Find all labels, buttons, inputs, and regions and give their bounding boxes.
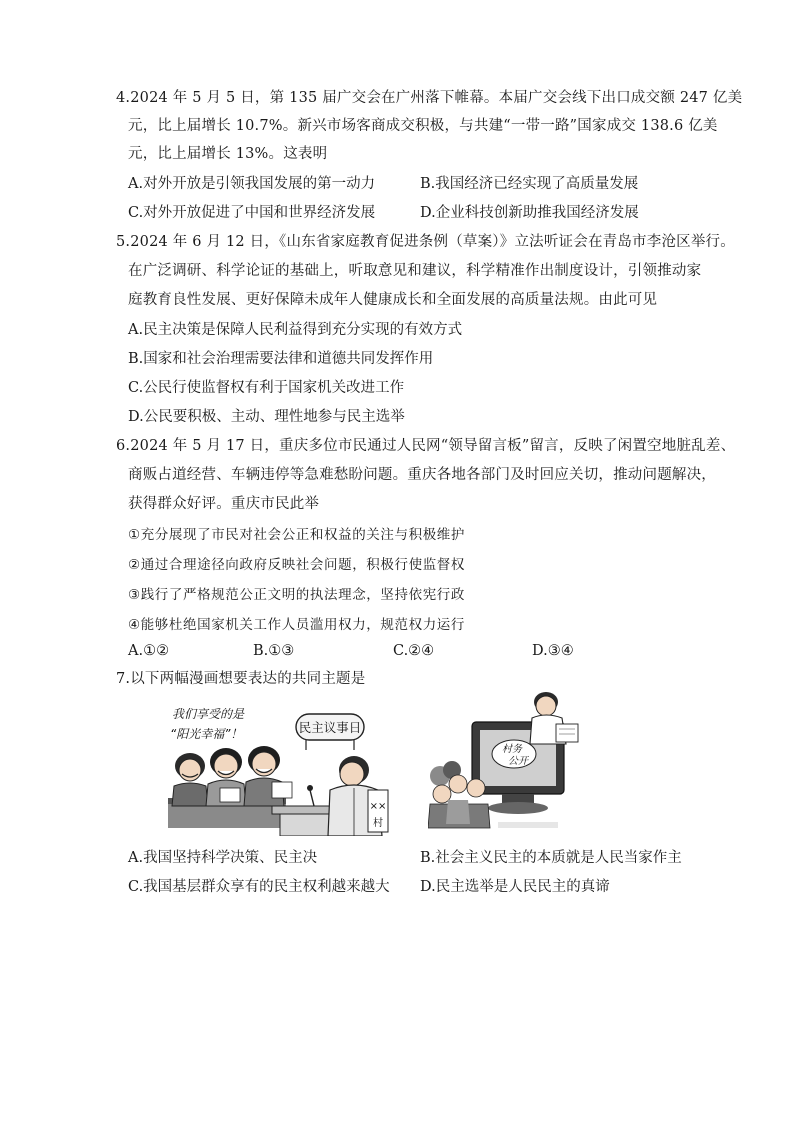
q6-option-d[interactable]: D.③④ — [532, 643, 574, 659]
board-line-1: 村务 — [502, 744, 522, 755]
cartoon-democracy-day — [160, 694, 392, 836]
q6-statement-1: ①充分展现了市民对社会公正和权益的关注与积极维护 — [128, 527, 466, 543]
q6-stem-line-3: 获得群众好评。重庆市民此举 — [128, 496, 320, 512]
q6-stem-line-1: 6.2024 年 5 月 17 日，重庆多位市民通过人民网“领导留言板”留言，反映了闲置空地脏乱差、 — [116, 438, 736, 454]
q4-option-d[interactable]: D.企业科技创新助推我国经济发展 — [420, 205, 639, 221]
q5-stem-line-2: 在广泛调研、科学论证的基础上，听取意见和建议，科学精准作出制度设计，引领推动家 — [128, 263, 702, 279]
q7-option-b[interactable]: B.社会主义民主的本质就是人民当家作主 — [420, 850, 682, 866]
q5-stem-line-3: 庭教育良性发展、更好保障未成年人健康成长和全面发展的高质量法规。由此可见 — [128, 292, 658, 308]
q6-statement-3: ③践行了严格规范公正文明的执法理念，坚持依宪行政 — [128, 587, 466, 603]
q4-option-a[interactable]: A.对外开放是引领我国发展的第一动力 — [128, 176, 376, 192]
cartoon-village-affairs-drawing — [428, 688, 586, 836]
banner-text: 民主议事日 — [298, 720, 362, 735]
q6-statement-2: ②通过合理途径向政府反映社会问题，积极行使监督权 — [128, 557, 466, 573]
q7-stem: 7.以下两幅漫画想要表达的共同主题是 — [116, 671, 366, 687]
q5-option-a[interactable]: A.民主决策是保障人民利益得到充分实现的有效方式 — [128, 322, 463, 338]
speech-line-2: “阳光幸福”！ — [170, 727, 243, 741]
q6-statement-4: ④能够杜绝国家机关工作人员滥用权力，规范权力运行 — [128, 617, 466, 633]
q6-stem-line-2: 商贩占道经营、车辆违停等急难愁盼问题。重庆各地各部门及时回应关切，推动问题解决， — [128, 467, 716, 483]
q6-option-a[interactable]: A.①② — [128, 643, 170, 659]
village-sign-line-1: ×× — [369, 801, 387, 812]
q6-option-b[interactable]: B.①③ — [253, 643, 295, 659]
cartoon-village-affairs — [428, 688, 586, 836]
q5-option-d[interactable]: D.公民要积极、主动、理性地参与民主选举 — [128, 409, 405, 425]
q4-option-b[interactable]: B.我国经济已经实现了高质量发展 — [420, 176, 639, 192]
cartoon-democracy-day-drawing — [160, 694, 392, 836]
q6-option-c[interactable]: C.②④ — [393, 643, 435, 659]
q4-stem-line-3: 元，比上届增长 13%。这表明 — [128, 146, 328, 162]
q4-stem-line-1: 4.2024 年 5 月 5 日，第 135 届广交会在广州落下帷幕。本届广交会线下出口成交额 247 亿美 — [116, 90, 743, 106]
q5-option-c[interactable]: C.公民行使监督权有利于国家机关改进工作 — [128, 380, 405, 396]
q5-option-b[interactable]: B.国家和社会治理需要法律和道德共同发挥作用 — [128, 351, 434, 367]
speech-line-1: 我们享受的是 — [172, 707, 245, 721]
q4-option-c[interactable]: C.对外开放促进了中国和世界经济发展 — [128, 205, 376, 221]
q4-stem-line-2: 元，比上届增长 10.7%。新兴市场客商成交积极，与共建“一带一路”国家成交 138.6 亿美 — [128, 118, 718, 134]
village-sign-line-2: 村 — [373, 818, 383, 829]
q5-stem-line-1: 5.2024 年 6 月 12 日，《山东省家庭教育促进条例（草案）》立法听证会在青岛市李沧区举行。 — [116, 234, 735, 250]
q7-option-a[interactable]: A.我国坚持科学决策、民主决 — [128, 850, 318, 866]
q7-option-c[interactable]: C.我国基层群众享有的民主权利越来越大 — [128, 879, 390, 895]
q7-option-d[interactable]: D.民主选举是人民民主的真谛 — [420, 879, 610, 895]
board-line-2: 公开 — [508, 756, 528, 767]
